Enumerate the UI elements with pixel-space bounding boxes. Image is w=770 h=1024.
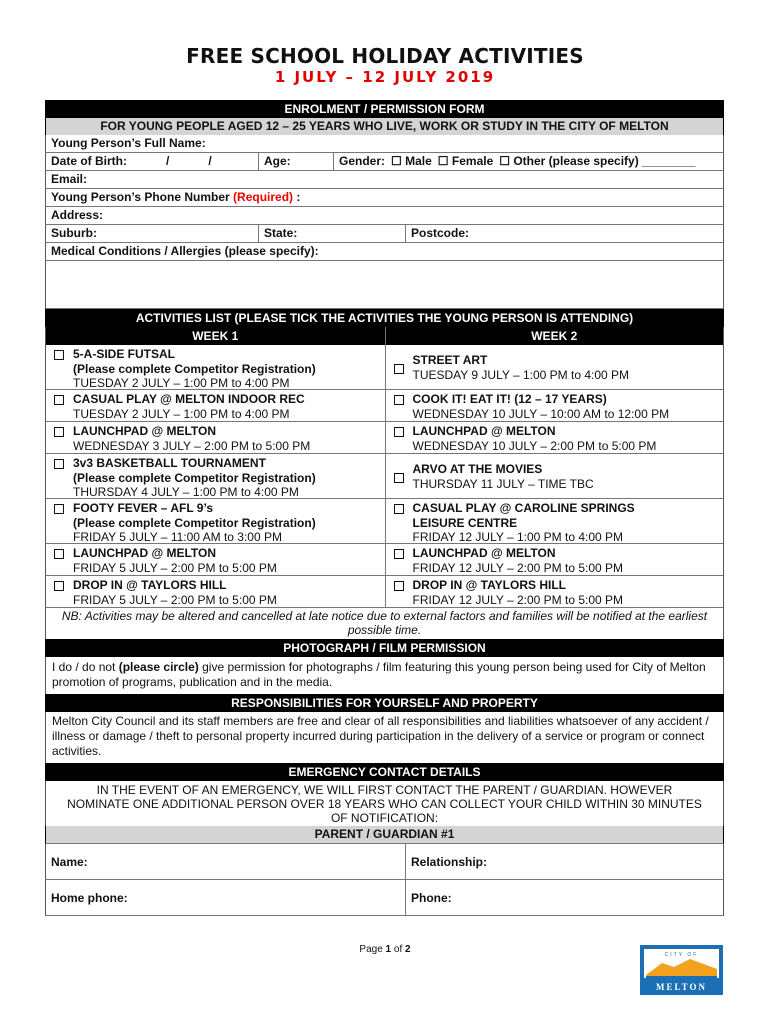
activity-checkbox[interactable] — [54, 395, 64, 405]
dob-label: Date of Birth: — [51, 154, 127, 168]
activity-title: CASUAL PLAY @ CAROLINE SPRINGS — [412, 501, 635, 515]
activity-checkbox[interactable] — [394, 581, 404, 591]
activity-note: (Please complete Competitor Registration) — [73, 361, 316, 376]
activity-checkbox[interactable] — [54, 459, 64, 469]
email-label: Email: — [51, 172, 88, 186]
logo-name-text: MELTON — [655, 982, 708, 992]
activity-note: LEISURE CENTRE — [412, 515, 518, 530]
activity-date: TUESDAY 2 JULY – 1:00 PM to 4:00 PM — [73, 376, 290, 390]
activity-checkbox[interactable] — [394, 395, 404, 405]
state-field[interactable] — [258, 225, 405, 242]
activity-text — [413, 546, 624, 575]
activity-checkbox[interactable] — [394, 473, 404, 483]
activity-text — [73, 546, 277, 575]
activity-row[interactable] — [386, 345, 724, 390]
activity-title: 3v3 BASKETBALL TOURNAMENT — [73, 456, 266, 470]
activity-date: FRIDAY 5 JULY – 11:00 AM to 3:00 PM — [73, 530, 282, 544]
week1-column — [46, 327, 385, 608]
activity-row[interactable] — [386, 499, 724, 544]
activity-date: WEDNESDAY 10 JULY – 2:00 PM to 5:00 PM — [412, 438, 657, 453]
activity-row[interactable] — [386, 576, 724, 608]
activity-checkbox[interactable] — [54, 581, 64, 591]
suburb-field[interactable] — [46, 225, 258, 242]
photo-heading: PHOTOGRAPH / FILM PERMISSION — [45, 639, 724, 657]
medical-label: Medical Conditions / Allergies (please specify): — [51, 244, 319, 258]
dob-field[interactable] — [46, 153, 258, 170]
activity-text — [73, 392, 305, 421]
activity-text — [413, 392, 670, 421]
activity-checkbox[interactable] — [54, 549, 64, 559]
medical-row[interactable] — [45, 243, 724, 261]
gender-male-option[interactable]: ☐ Male — [391, 154, 432, 168]
activity-date: WEDNESDAY 3 JULY – 2:00 PM to 5:00 PM — [73, 438, 311, 453]
age-field[interactable] — [258, 153, 333, 170]
dob-separator: / — [166, 154, 170, 168]
full-name-label: Young Person’s Full Name: — [51, 136, 206, 150]
week2-heading: WEEK 2 — [386, 327, 724, 345]
email-row[interactable] — [45, 171, 724, 189]
activity-row[interactable] — [46, 499, 385, 544]
activity-title: FOOTY FEVER – AFL 9’s — [73, 501, 214, 515]
activities-heading: ACTIVITIES LIST (PLEASE TICK THE ACTIVITIES THE YOUNG PERSON IS ATTENDING) — [45, 309, 724, 327]
activity-title: COOK IT! EAT IT! (12 – 17 YEARS) — [412, 392, 607, 406]
activity-title: CASUAL PLAY @ MELTON INDOOR REC — [73, 392, 305, 406]
page-subtitle: 1 JULY – 12 JULY 2019 — [274, 68, 496, 86]
dob-separator: / — [208, 154, 212, 168]
phone-field[interactable] — [405, 880, 723, 915]
state-label: State: — [264, 226, 298, 240]
activity-title: LAUNCHPAD @ MELTON — [73, 424, 217, 438]
logo-top-text: CITY OF — [664, 952, 699, 958]
relationship-label: Relationship: — [411, 854, 488, 869]
guardian-name-label: Name: — [51, 854, 88, 869]
activity-text — [73, 347, 316, 391]
relationship-field[interactable] — [405, 844, 723, 879]
activity-title: LAUNCHPAD @ MELTON — [412, 546, 556, 560]
activity-checkbox[interactable] — [394, 504, 404, 514]
activity-row[interactable] — [386, 454, 724, 499]
activity-text — [413, 501, 635, 545]
activity-row[interactable] — [46, 422, 385, 454]
medical-input-area[interactable] — [45, 261, 724, 309]
phone-label: Young Person’s Phone Number — [51, 190, 230, 204]
activity-text — [73, 456, 316, 500]
activity-date: FRIDAY 12 JULY – 1:00 PM to 4:00 PM — [412, 530, 624, 544]
activity-checkbox[interactable] — [394, 549, 404, 559]
activity-title: DROP IN @ TAYLORS HILL — [412, 578, 566, 592]
emergency-heading: EMERGENCY CONTACT DETAILS — [45, 763, 724, 781]
responsibilities-heading: RESPONSIBILITIES FOR YOURSELF AND PROPERTY — [45, 694, 724, 712]
postcode-field[interactable] — [405, 225, 723, 242]
activity-text — [413, 353, 630, 382]
activity-text — [413, 462, 594, 491]
home-phone-field[interactable] — [46, 891, 405, 905]
activity-checkbox[interactable] — [54, 427, 64, 437]
phone-label: Phone: — [411, 890, 452, 905]
activity-date: FRIDAY 5 JULY – 2:00 PM to 5:00 PM — [73, 560, 277, 575]
activity-row[interactable] — [46, 576, 385, 608]
address-label: Address: — [51, 208, 104, 222]
week1-heading: WEEK 1 — [46, 327, 385, 345]
activity-date: FRIDAY 12 JULY – 2:00 PM to 5:00 PM — [412, 592, 624, 607]
activity-text — [73, 424, 310, 453]
activity-text — [73, 578, 277, 607]
page-number: Page 1 of 2 — [359, 944, 411, 955]
phone-field-label: Young Person’s Phone Number (Required) : — [51, 190, 301, 204]
activity-row[interactable] — [46, 544, 385, 576]
form-heading: ENROLMENT / PERMISSION FORM — [45, 100, 724, 118]
activity-text — [413, 578, 624, 607]
emergency-text: IN THE EVENT OF AN EMERGENCY, WE WILL FIRST CONTACT THE PARENT / GUARDIAN. HOWEVER NOMINATE ONE ADDITIONAL PERSON OVER 18 YEARS WHO CAN COLLECT YOUR CHILD WITHIN 30 MINUTES OF NOTIFICATION: — [45, 781, 724, 826]
activity-row[interactable] — [386, 544, 724, 576]
notice-text: NB: Activities may be altered and cancelled at late notice due to external factors and families will be notified at the earliest possible time. — [45, 608, 724, 639]
gender-female-option[interactable]: ☐ Female — [437, 154, 494, 168]
gender-field — [333, 153, 723, 170]
activity-row[interactable] — [386, 422, 724, 454]
activity-note: (Please complete Competitor Registration) — [73, 470, 316, 485]
activity-text — [73, 501, 316, 545]
age-label: Age: — [264, 154, 291, 168]
suburb-label: Suburb: — [51, 226, 97, 240]
suburb-row — [45, 225, 724, 243]
activity-checkbox[interactable] — [54, 350, 64, 360]
eligibility-bar: FOR YOUNG PEOPLE AGED 12 – 25 YEARS WHO LIVE, WORK OR STUDY IN THE CITY OF MELTON — [45, 118, 724, 135]
activity-row[interactable] — [386, 390, 724, 422]
enrolment-form — [45, 100, 724, 916]
please-circle-text: (please circle) — [118, 660, 199, 674]
activity-checkbox[interactable] — [394, 364, 404, 374]
activity-text — [413, 424, 657, 453]
activity-date: THURSDAY 11 JULY – TIME TBC — [412, 476, 594, 491]
page-title: FREE SCHOOL HOLIDAY ACTIVITIES — [186, 44, 584, 68]
guardian-name-row — [45, 844, 724, 880]
activity-date: WEDNESDAY 10 JULY – 10:00 AM to 12:00 PM — [412, 406, 670, 421]
activity-date: FRIDAY 12 JULY – 2:00 PM to 5:00 PM — [412, 560, 624, 575]
guardian-name-field[interactable] — [46, 855, 405, 869]
activity-title: 5-A-SIDE FUTSAL — [73, 347, 175, 361]
melton-logo — [640, 945, 723, 995]
full-name-row[interactable] — [45, 135, 724, 153]
gender-label: Gender: — [339, 154, 386, 168]
activity-date: FRIDAY 5 JULY – 2:00 PM to 5:00 PM — [73, 592, 277, 607]
activity-date: THURSDAY 4 JULY – 1:00 PM to 4:00 PM — [73, 485, 299, 499]
activities-table — [45, 327, 724, 608]
activity-note: (Please complete Competitor Registration) — [73, 515, 316, 530]
responsibilities-text: Melton City Council and its staff members are free and clear of all responsibilities and liabilities whatsoever of any accident / illness or damage / theft to personal property incurred during participation in the delivery of a service or program or connect activities. — [45, 712, 724, 763]
week2-column — [385, 327, 724, 608]
activity-title: STREET ART — [412, 353, 488, 367]
activity-date: TUESDAY 9 JULY – 1:00 PM to 4:00 PM — [412, 367, 630, 382]
activity-title: LAUNCHPAD @ MELTON — [73, 546, 217, 560]
dob-row — [45, 153, 724, 171]
activity-checkbox[interactable] — [394, 427, 404, 437]
activity-row[interactable] — [46, 345, 385, 390]
postcode-label: Postcode: — [411, 226, 470, 240]
guardian-heading: PARENT / GUARDIAN #1 — [45, 826, 724, 844]
activity-title: DROP IN @ TAYLORS HILL — [73, 578, 227, 592]
activity-date: TUESDAY 2 JULY – 1:00 PM to 4:00 PM — [73, 406, 290, 421]
activity-title: ARVO AT THE MOVIES — [412, 462, 543, 476]
melton-logo-graphic — [640, 945, 723, 995]
guardian-phone-row — [45, 880, 724, 916]
activity-row[interactable] — [46, 454, 385, 499]
gender-other-option[interactable]: ☐ Other (please specify) ________ — [499, 154, 696, 168]
phone-row[interactable] — [45, 189, 724, 207]
activity-title: LAUNCHPAD @ MELTON — [412, 424, 556, 438]
required-marker: (Required) — [233, 190, 294, 204]
address-row[interactable] — [45, 207, 724, 225]
activity-row[interactable] — [46, 390, 385, 422]
activity-checkbox[interactable] — [54, 504, 64, 514]
home-phone-label: Home phone: — [51, 890, 128, 905]
photo-permission-text: I do / do not (please circle) give permission for photographs / film featuring this young person being used for City of Melton promotion of programs, publication and in the media. — [45, 657, 724, 694]
